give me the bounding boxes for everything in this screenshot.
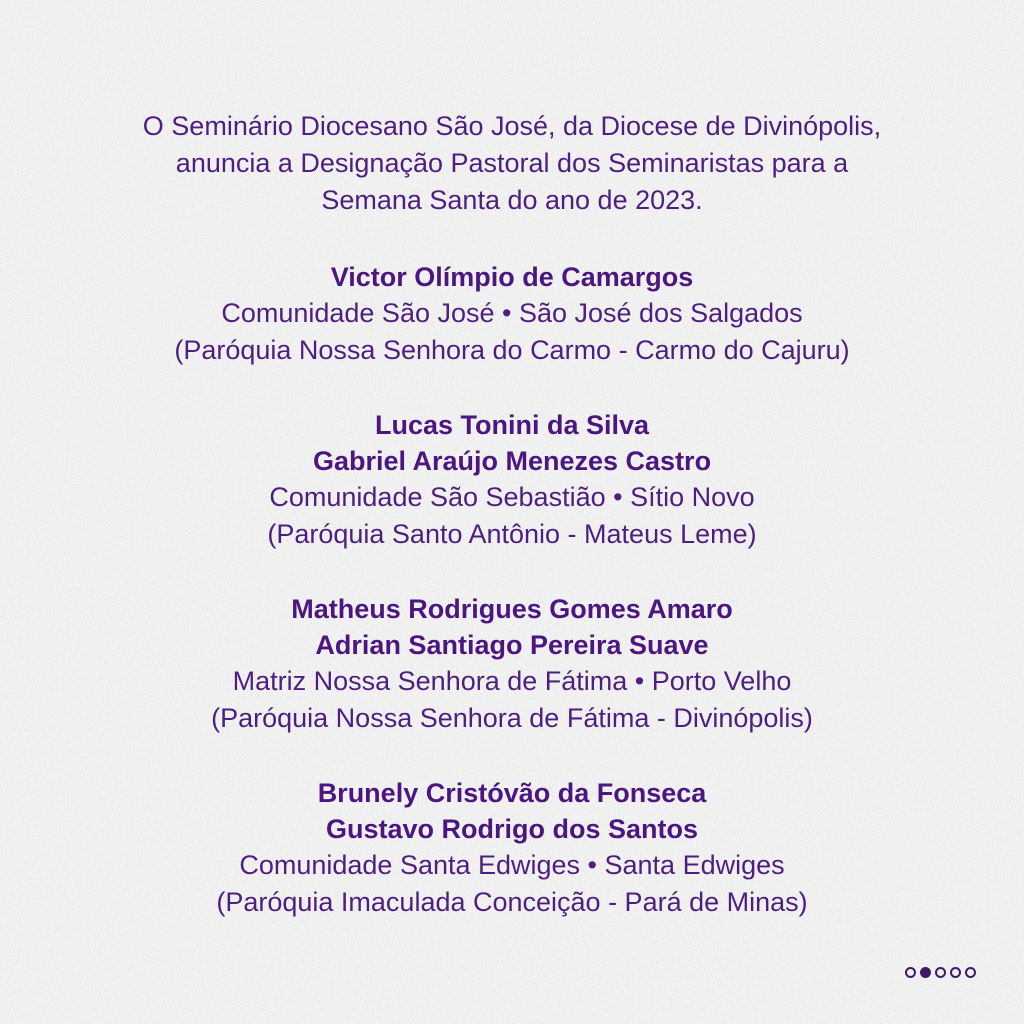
community-location: Comunidade São Sebastião • Sítio Novo bbox=[269, 482, 755, 512]
community-location: Comunidade São José • São José dos Salgados bbox=[221, 298, 803, 328]
seminarian-name: Gabriel Araújo Menezes Castro bbox=[312, 446, 712, 476]
parish-name: (Paróquia Nossa Senhora de Fátima - Divinópolis) bbox=[211, 703, 813, 733]
seminarian-name: Victor Olímpio de Camargos bbox=[330, 262, 694, 292]
designation-group-4 bbox=[0, 775, 1024, 921]
intro-line-1: O Seminário Diocesano São José, da Diocese de Divinópolis, bbox=[142, 111, 882, 141]
pagination-dot-1[interactable] bbox=[905, 967, 916, 978]
pagination-dot-2-active[interactable] bbox=[920, 967, 931, 978]
seminarian-name: Adrian Santiago Pereira Suave bbox=[315, 630, 709, 660]
parish-name: (Paróquia Nossa Senhora do Carmo - Carmo do Cajuru) bbox=[174, 335, 850, 365]
pagination-dot-5[interactable] bbox=[965, 967, 976, 978]
parish-name: (Paróquia Santo Antônio - Mateus Leme) bbox=[267, 519, 757, 549]
seminarian-name: Matheus Rodrigues Gomes Amaro bbox=[291, 594, 733, 624]
intro-line-3: Semana Santa do ano de 2023. bbox=[321, 185, 703, 215]
announcement bbox=[0, 108, 1024, 921]
community-location: Matriz Nossa Senhora de Fátima • Porto Velho bbox=[232, 666, 792, 696]
designation-group-3 bbox=[0, 591, 1024, 737]
pagination-dot-4[interactable] bbox=[950, 967, 961, 978]
seminarian-name: Brunely Cristóvão da Fonseca bbox=[317, 778, 707, 808]
seminarian-name: Gustavo Rodrigo dos Santos bbox=[325, 814, 699, 844]
community-location: Comunidade Santa Edwiges • Santa Edwiges bbox=[239, 850, 785, 880]
seminarian-name: Lucas Tonini da Silva bbox=[374, 410, 650, 440]
carousel-pagination bbox=[905, 967, 976, 978]
parish-name: (Paróquia Imaculada Conceição - Pará de Minas) bbox=[216, 887, 808, 917]
designation-group-1 bbox=[0, 259, 1024, 369]
intro-line-2: anuncia a Designação Pastoral dos Seminaristas para a bbox=[175, 148, 849, 178]
intro-paragraph bbox=[72, 108, 952, 219]
designation-group-2 bbox=[0, 407, 1024, 553]
pagination-dot-3[interactable] bbox=[935, 967, 946, 978]
